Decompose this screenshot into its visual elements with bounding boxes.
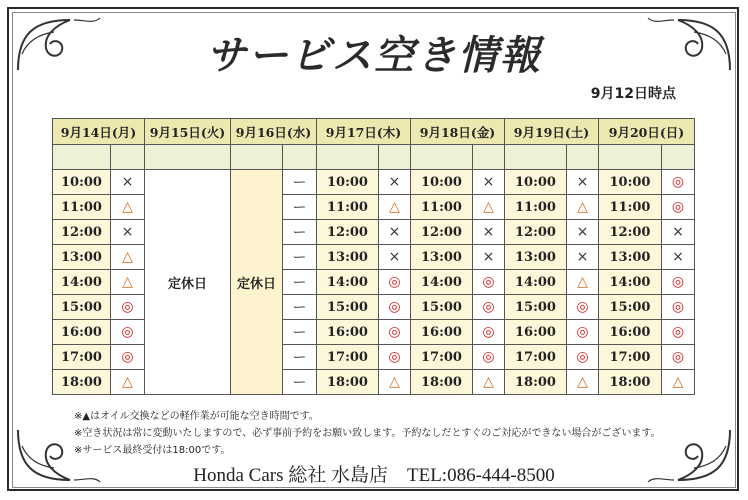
time-cell: 13:00	[599, 245, 662, 270]
day-header: 9月16日(水)	[231, 119, 317, 145]
availability-mark: ◎	[662, 170, 695, 195]
time-cell: 10:00	[411, 170, 473, 195]
time-cell: 11:00	[599, 195, 662, 220]
spacer-cell	[317, 145, 379, 170]
availability-mark: ◎	[567, 320, 599, 345]
availability-mark: ×	[473, 220, 505, 245]
availability-mark: ◎	[662, 295, 695, 320]
time-cell: 10:00	[53, 170, 111, 195]
time-cell: 11:00	[411, 195, 473, 220]
availability-mark: △	[567, 270, 599, 295]
time-cell: 15:00	[53, 295, 111, 320]
availability-mark: ◎	[111, 295, 145, 320]
time-cell: 12:00	[599, 220, 662, 245]
time-cell: 13:00	[411, 245, 473, 270]
spacer-cell	[283, 145, 317, 170]
availability-mark: ×	[662, 220, 695, 245]
availability-mark: ×	[379, 220, 411, 245]
time-cell: 14:00	[317, 270, 379, 295]
availability-mark: ◎	[473, 345, 505, 370]
availability-mark: ×	[567, 170, 599, 195]
availability-mark: △	[111, 270, 145, 295]
availability-mark: ー	[283, 270, 317, 295]
availability-mark: ー	[283, 220, 317, 245]
time-cell: 14:00	[505, 270, 567, 295]
day-header: 9月17日(木)	[317, 119, 411, 145]
availability-mark: △	[111, 245, 145, 270]
closed-day-label: 定休日	[231, 170, 283, 395]
spacer-cell	[111, 145, 145, 170]
time-cell: 13:00	[53, 245, 111, 270]
availability-mark: ◎	[473, 295, 505, 320]
time-cell: 14:00	[599, 270, 662, 295]
time-cell: 11:00	[53, 195, 111, 220]
availability-mark: ×	[473, 170, 505, 195]
time-cell: 12:00	[317, 220, 379, 245]
page-title: サービス空き情報	[206, 33, 542, 79]
time-cell: 17:00	[505, 345, 567, 370]
spacer-cell	[411, 145, 473, 170]
note-line: ※▲はオイル交換などの軽作業が可能な空き時間です。	[74, 411, 319, 422]
availability-mark: ×	[379, 245, 411, 270]
availability-mark: ×	[379, 170, 411, 195]
spacer-cell	[662, 145, 695, 170]
spacer-cell	[379, 145, 411, 170]
header-row	[53, 119, 695, 145]
time-cell: 12:00	[505, 220, 567, 245]
availability-mark: △	[111, 195, 145, 220]
time-cell: 14:00	[411, 270, 473, 295]
time-cell: 18:00	[599, 370, 662, 395]
availability-mark: ー	[283, 370, 317, 395]
time-cell: 17:00	[411, 345, 473, 370]
day-header: 9月15日(火)	[145, 119, 231, 145]
availability-mark: ー	[283, 345, 317, 370]
time-cell: 17:00	[599, 345, 662, 370]
schedule-table	[52, 118, 695, 395]
time-cell: 11:00	[317, 195, 379, 220]
availability-mark: ◎	[473, 270, 505, 295]
time-cell: 18:00	[317, 370, 379, 395]
time-cell: 18:00	[411, 370, 473, 395]
time-cell: 12:00	[53, 220, 111, 245]
availability-mark: ◎	[379, 320, 411, 345]
time-cell: 16:00	[599, 320, 662, 345]
availability-mark: ◎	[662, 195, 695, 220]
availability-mark: ◎	[662, 270, 695, 295]
availability-mark: △	[473, 370, 505, 395]
day-header: 9月14日(月)	[53, 119, 145, 145]
spacer-cell	[53, 145, 111, 170]
time-cell: 13:00	[505, 245, 567, 270]
availability-mark: △	[567, 195, 599, 220]
time-cell: 17:00	[53, 345, 111, 370]
time-cell: 15:00	[599, 295, 662, 320]
day-header: 9月18日(金)	[411, 119, 505, 145]
availability-mark: ◎	[473, 320, 505, 345]
availability-mark: ー	[283, 320, 317, 345]
time-cell: 15:00	[317, 295, 379, 320]
availability-mark: ◎	[379, 295, 411, 320]
availability-mark: ×	[111, 170, 145, 195]
availability-mark: ◎	[662, 345, 695, 370]
day-header: 9月19日(土)	[505, 119, 599, 145]
availability-mark: △	[473, 195, 505, 220]
availability-mark: ◎	[662, 320, 695, 345]
time-cell: 16:00	[53, 320, 111, 345]
spacer-cell	[599, 145, 662, 170]
spacer-row	[53, 145, 695, 170]
time-cell: 10:00	[317, 170, 379, 195]
time-cell: 16:00	[411, 320, 473, 345]
availability-mark: △	[662, 370, 695, 395]
note-line: ※空き状況は常に変動いたしますので、必ず事前予約をお願い致します。予約なしだとすぐのご対応ができない場合がございます。	[74, 428, 661, 439]
availability-mark: ×	[662, 245, 695, 270]
availability-mark: ×	[111, 220, 145, 245]
availability-mark: △	[111, 370, 145, 395]
spacer-cell	[567, 145, 599, 170]
spacer-cell	[505, 145, 567, 170]
as-of-date: 9月12日時点	[590, 86, 676, 102]
availability-mark: △	[567, 370, 599, 395]
availability-mark: ー	[283, 195, 317, 220]
time-cell: 15:00	[411, 295, 473, 320]
time-cell: 14:00	[53, 270, 111, 295]
availability-mark: ◎	[111, 320, 145, 345]
day-header: 9月20日(日)	[599, 119, 695, 145]
availability-mark: ×	[473, 245, 505, 270]
availability-mark: ー	[283, 245, 317, 270]
spacer-cell	[473, 145, 505, 170]
time-cell: 18:00	[53, 370, 111, 395]
time-cell: 11:00	[505, 195, 567, 220]
availability-mark: △	[379, 370, 411, 395]
time-cell: 10:00	[505, 170, 567, 195]
time-cell: 17:00	[317, 345, 379, 370]
availability-mark: ◎	[567, 295, 599, 320]
note-line: ※サービス最終受付は18:00です。	[74, 445, 231, 456]
availability-mark: ◎	[111, 345, 145, 370]
availability-mark: ×	[567, 220, 599, 245]
availability-mark: ◎	[379, 345, 411, 370]
spacer-cell	[145, 145, 231, 170]
closed-day-label: 定休日	[145, 170, 231, 395]
time-cell: 13:00	[317, 245, 379, 270]
time-cell: 16:00	[505, 320, 567, 345]
spacer-cell	[231, 145, 283, 170]
availability-mark: ×	[567, 245, 599, 270]
availability-mark: ◎	[379, 270, 411, 295]
table-row	[53, 170, 695, 195]
time-cell: 18:00	[505, 370, 567, 395]
time-cell: 12:00	[411, 220, 473, 245]
availability-mark: ー	[283, 295, 317, 320]
time-cell: 15:00	[505, 295, 567, 320]
availability-mark: ー	[283, 170, 317, 195]
time-cell: 10:00	[599, 170, 662, 195]
store-contact: Honda Cars 総社 水島店 TEL:086-444-8500	[193, 465, 555, 486]
notes	[74, 408, 661, 459]
availability-mark: ◎	[567, 345, 599, 370]
availability-mark: △	[379, 195, 411, 220]
time-cell: 16:00	[317, 320, 379, 345]
